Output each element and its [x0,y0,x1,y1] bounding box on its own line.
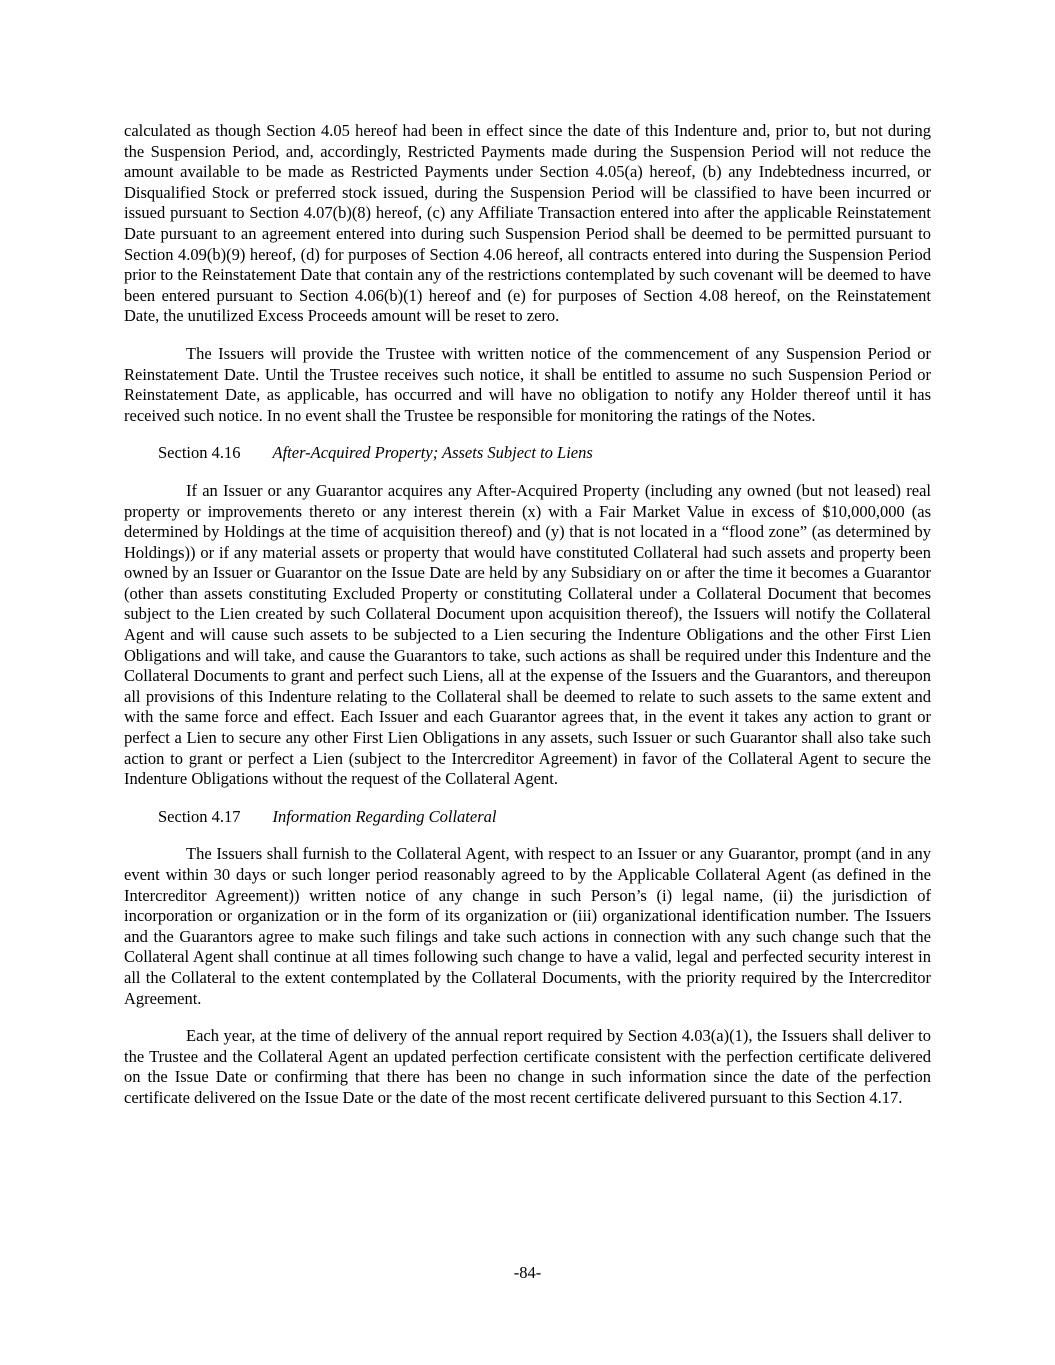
paragraph-after-acquired-property: If an Issuer or any Guarantor acquires any After-Acquired Property (including any owned (but not leased) real property or improvements thereto or any interest therein (x) with a Fair Market Value in excess of $10,000,000 (as determined by Holdings at the time of acquisition thereof) and (y) that is not located in a “flood zone” (as determined by Holdings)) or if any material assets or property that would have constituted Collateral had such assets and property been owned by an Issuer or Guarantor on the Issue Date are held by any Subsidiary on or after the time it becomes a Guarantor (other than assets constituting Excluded Property or constituting Collateral under a Collateral Document that becomes subject to the Lien created by such Collateral Document upon acquisition thereof), the Issuers will notify the Collateral Agent and will cause such assets to be subjected to a Lien securing the Indenture Obligations and the other First Lien Obligations and will take, and cause the Guarantors to take, such actions as shall be required under this Indenture and the Collateral Documents to grant and perfect such Liens, all at the expense of the Issuers and the Guarantors, and thereupon all provisions of this Indenture relating to the Collateral shall be deemed to relate to such assets to the same extent and with the same force and effect. Each Issuer and each Guarantor agrees that, in the event it takes any action to grant or perfect a Lien to secure any other First Lien Obligations in any assets, such Issuer or such Guarantor shall also take such action to grant or perfect a Lien (subject to the Intercreditor Agreement) in favor of the Collateral Agent to secure the Indenture Obligations without the request of the Collateral Agent. [124,480,931,789]
section-number: Section 4.17 [158,806,241,826]
section-heading-4-16 [124,443,931,464]
document-content [124,121,931,1126]
section-number: Section 4.16 [158,443,241,463]
section-heading-4-17 [124,807,931,828]
page-number: -84- [513,1263,542,1282]
paragraph-information-regarding-collateral: The Issuers shall furnish to the Collateral Agent, with respect to an Issuer or any Guarantor, prompt (and in any event within 30 days or such longer period reasonably agreed to by the Applicable Collateral Agent (as defined in the Intercreditor Agreement)) written notice of any change in such Person’s (i) legal name, (ii) the jurisdiction of incorporation or organization or in the form of its organization or (iii) organizational identification number. The Issuers and the Guarantors agree to make such filings and take such actions in connection with any such change such that the Collateral Agent shall continue at all times following such change to have a valid, legal and perfected security interest in all the Collateral to the extent contemplated by the Collateral Documents, with the priority required by the Intercreditor Agreement. [124,844,931,1008]
paragraph-trustee-notice: The Issuers will provide the Trustee with written notice of the commencement of any Suspension Period or Reinstatement Date. Until the Trustee receives such notice, it shall be entitled to assume no such Suspension Period or Reinstatement Date, as applicable, has occurred and will have no obligation to notify any Holder thereof until it has received such notice. In no event shall the Trustee be responsible for monitoring the ratings of the Notes. [124,343,931,425]
paragraph-annual-perfection-certificate: Each year, at the time of delivery of the annual report required by Section 4.03(a)(1), the Issuers shall deliver to the Trustee and the Collateral Agent an updated perfection certificate consistent with the perfection certificate delivered on the Issue Date or confirming that there has been no change in such information since the date of the perfection certificate delivered on the Issue Date or the date of the most recent certificate delivered pursuant to this Section 4.17. [124,1026,931,1107]
paragraph-continuation: calculated as though Section 4.05 hereof had been in effect since the date of this Indenture and, prior to, but not during the Suspension Period, and, accordingly, Restricted Payments made during the Suspension Period will not reduce the amount available to be made as Restricted Payments under Section 4.05(a) hereof, (b) any Indebtedness incurred, or Disqualified Stock or preferred stock issued, during the Suspension Period will be classified to have been incurred or issued pursuant to Section 4.07(b)(8) hereof, (c) any Affiliate Transaction entered into after the applicable Reinstatement Date pursuant to an agreement entered into during such Suspension Period shall be deemed to be permitted pursuant to Section 4.09(b)(9) hereof, (d) for purposes of Section 4.06 hereof, all contracts entered into during the Suspension Period prior to the Reinstatement Date that contain any of the restrictions contemplated by such covenant will be deemed to have been entered pursuant to Section 4.06(b)(1) hereof and (e) for purposes of Section 4.08 hereof, on the Reinstatement Date, the unutilized Excess Proceeds amount will be reset to zero. [124,121,931,326]
section-title: After-Acquired Property; Assets Subject to Liens [272,443,593,463]
section-title: Information Regarding Collateral [272,806,497,826]
